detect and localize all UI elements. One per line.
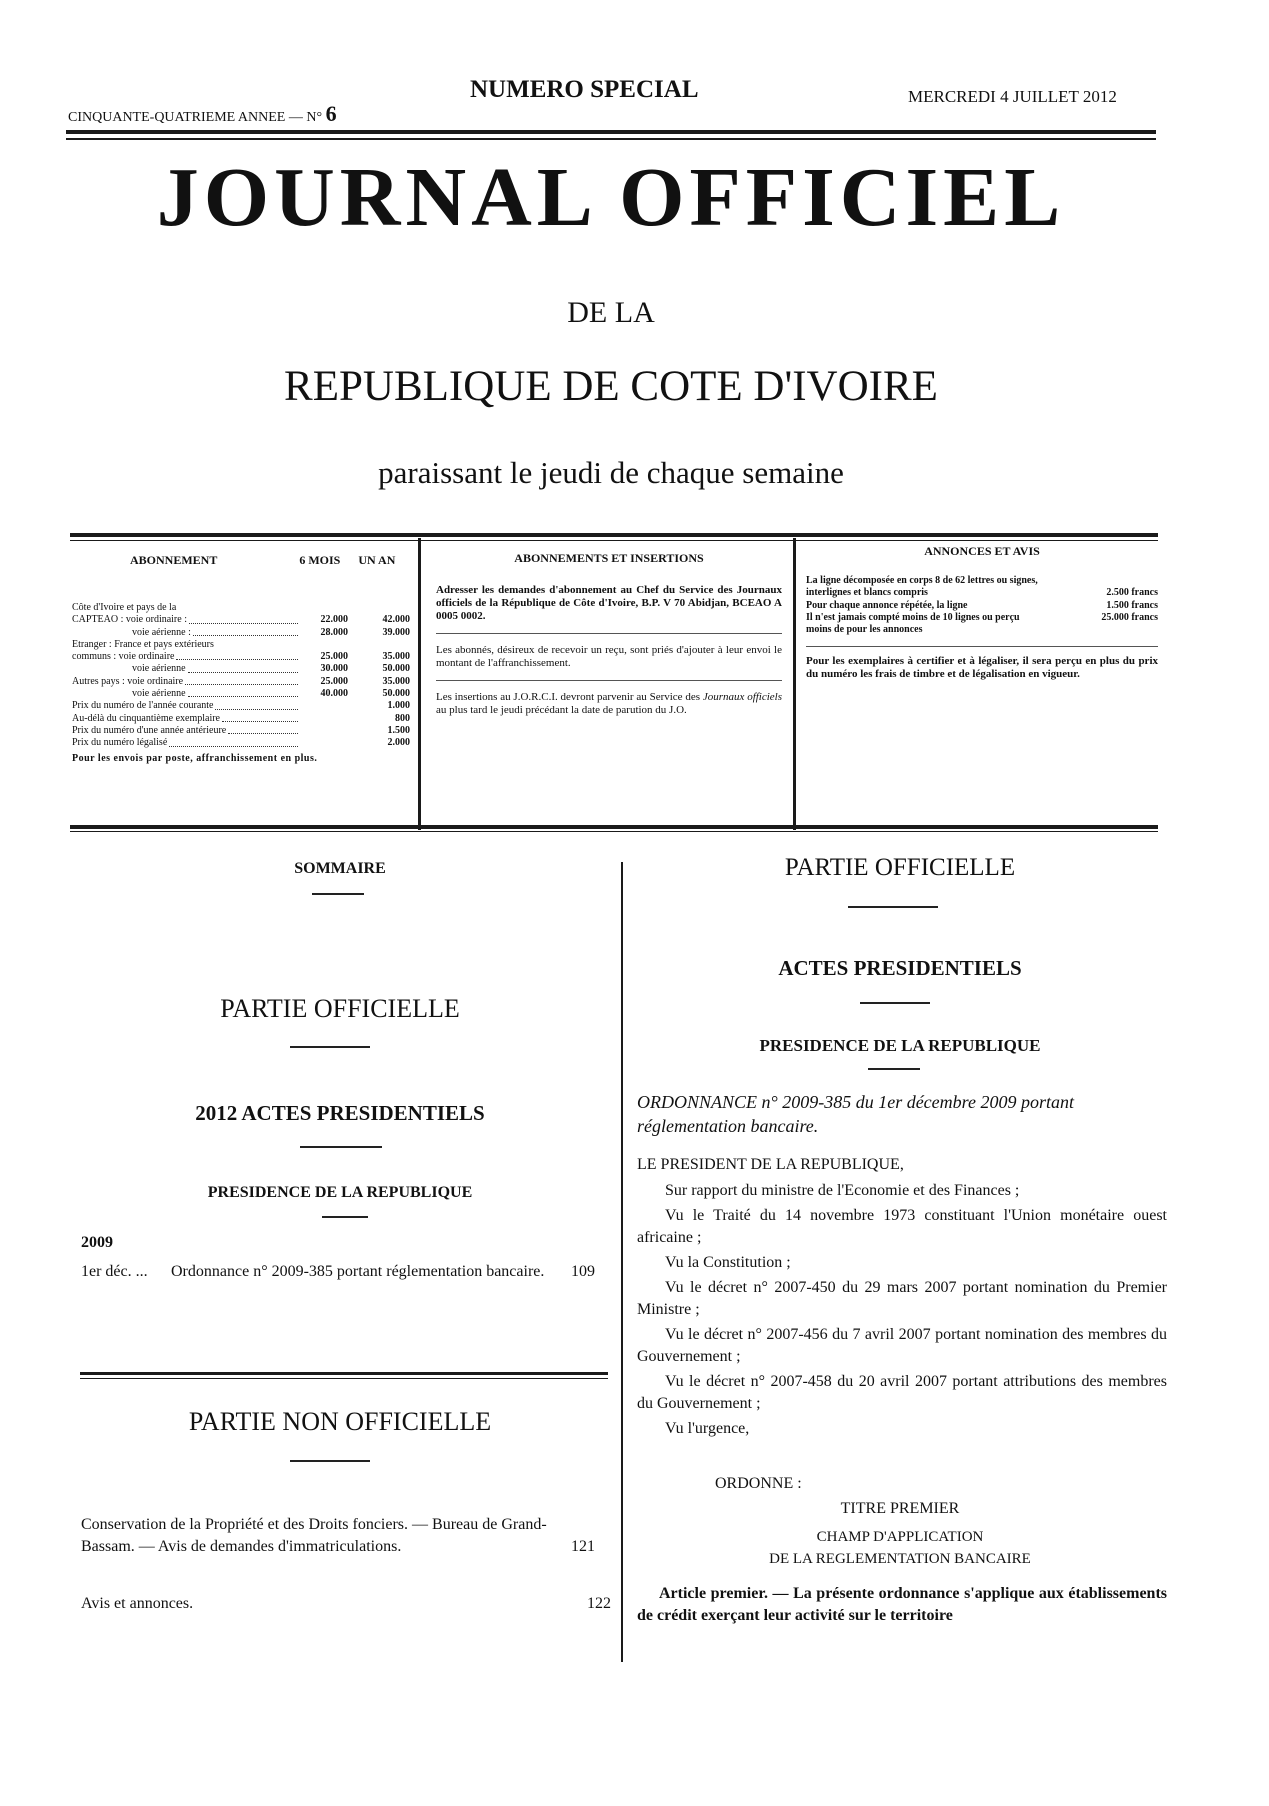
header-rule-thin bbox=[66, 138, 1156, 140]
table-rule-bottom bbox=[70, 825, 1158, 829]
insertions-sep-1 bbox=[436, 633, 782, 634]
sommaire-actes-rule bbox=[300, 1146, 382, 1148]
vu-line: Vu la Constitution ; bbox=[665, 1254, 791, 1271]
annonces-p2: Pour les exemplaires à certifier et à légaliser, il sera perçu en plus du prix du numéro les frais de timbre et de légalisation en vigueur. bbox=[806, 655, 1158, 681]
vu-line: Vu le Traité du 14 novembre 1973 constituant l'Union monétaire ouest africaine ; bbox=[637, 1207, 1167, 1246]
insertions-p1: Adresser les demandes d'abonnement au Chef du Service des Journaux officiels de la République de Côte d'Ivoire, B.P. V 70 Abidjan, BCEAO A 0005 0002. bbox=[436, 584, 782, 622]
reglementation-bancaire: DE LA REGLEMENTATION BANCAIRE bbox=[769, 1551, 1031, 1567]
non-officielle-entry-1: Conservation de la Propriété et des Droits fonciers. — Bureau de Grand-Bassam. — Avis de demandes d'immatriculations. 121 bbox=[81, 1516, 595, 1555]
right-actes-rule bbox=[860, 1002, 930, 1004]
right-presidence: PRESIDENCE DE LA REPUBLIQUE bbox=[759, 1036, 1041, 1055]
sommaire-year: 2009 bbox=[81, 1234, 113, 1251]
le-president: LE PRESIDENT DE LA REPUBLIQUE, bbox=[637, 1156, 904, 1173]
ordonnance-title: ORDONNANCE n° 2009-385 du 1er décembre 2009 portant réglementation bancaire. bbox=[637, 1092, 1074, 1136]
non-officielle-entry-2: Avis et annonces. 122 bbox=[81, 1595, 611, 1612]
right-partie-officielle: PARTIE OFFICIELLE bbox=[784, 854, 1016, 881]
sommaire-partie-officielle: PARTIE OFFICIELLE bbox=[220, 994, 460, 1023]
article-premier: Article premier. — La présente ordonnance s'applique aux établissements de crédit exerçant leur activité sur le territoire bbox=[637, 1585, 1168, 1624]
right-presidence-rule bbox=[868, 1068, 920, 1070]
abonnement-line: CAPTEAO : voie ordinaire : 22.000 42.000 bbox=[72, 614, 410, 626]
entry-page: 109 bbox=[571, 1263, 595, 1280]
vu-line: Vu le décret n° 2007-456 du 7 avril 2007 portant nomination des membres du Gouvernement ; bbox=[637, 1326, 1167, 1365]
abonnement-line: communs : voie ordinaire 25.000 35.000 bbox=[72, 651, 410, 663]
journal-title: JOURNAL OFFICIEL bbox=[156, 151, 1066, 244]
abonnement-line: voie aérienne 30.000 50.000 bbox=[132, 663, 410, 675]
year-issue: CINQUANTE-QUATRIEME ANNEE — N° bbox=[68, 110, 323, 125]
table-rule-top2 bbox=[70, 540, 1158, 541]
sommaire-rule bbox=[312, 893, 364, 895]
entry-text: Ordonnance n° 2009-385 portant réglementation bancaire. bbox=[171, 1263, 545, 1280]
abonnement-line: Prix du numéro légalisé 2.000 bbox=[72, 737, 410, 749]
de-la: DE LA bbox=[567, 296, 655, 329]
sommaire-presidence-rule bbox=[322, 1216, 368, 1218]
abonnement-line: Prix du numéro de l'année courante 1.000 bbox=[72, 700, 410, 712]
issue-number: 6 bbox=[325, 101, 337, 126]
abonnement-line: Côte d'Ivoire et pays de la bbox=[72, 602, 177, 613]
abonnement-line: Autres pays : voie ordinaire 25.000 35.000 bbox=[72, 675, 410, 687]
right-partie-rule bbox=[848, 906, 938, 908]
vus-block bbox=[637, 1180, 1167, 1443]
abonnement-footer: Pour les envois par poste, affranchissement en plus. bbox=[72, 752, 318, 764]
abonnement-line: Etranger : France et pays extérieurs bbox=[72, 638, 214, 650]
table-rule-top bbox=[70, 533, 1158, 537]
abonnement-line: Au-délà du cinquantième exemplaire 800 bbox=[72, 712, 410, 724]
insertions-heading: ABONNEMENTS ET INSERTIONS bbox=[514, 551, 704, 565]
issue-date: MERCREDI 4 JUILLET 2012 bbox=[908, 87, 1117, 106]
abonnement-line: voie aérienne 40.000 50.000 bbox=[132, 688, 410, 700]
main-column-divider bbox=[621, 862, 623, 1662]
table-rule-bottom2 bbox=[70, 831, 1158, 832]
sommaire-actes: 2012 ACTES PRESIDENTIELS bbox=[195, 1101, 485, 1125]
special-issue-label: NUMERO SPECIAL bbox=[470, 76, 699, 103]
titre-premier: TITRE PREMIER bbox=[840, 1500, 960, 1517]
abonnement-lines bbox=[72, 602, 410, 750]
one-year-header: UN AN bbox=[358, 553, 396, 567]
champ-application: CHAMP D'APPLICATION bbox=[816, 1529, 984, 1545]
vu-line: Vu le décret n° 2007-450 du 29 mars 2007 portant nomination du Premier Ministre ; bbox=[637, 1279, 1167, 1318]
sommaire-entry bbox=[81, 1261, 611, 1283]
sommaire-presidence: PRESIDENCE DE LA REPUBLIQUE bbox=[207, 1184, 473, 1201]
republic-name: REPUBLIQUE DE COTE D'IVOIRE bbox=[284, 363, 938, 410]
vu-line: Vu l'urgence, bbox=[665, 1420, 750, 1437]
issue-line bbox=[68, 101, 337, 127]
annonces-line-1: La ligne décomposée en corps 8 de 62 lettres ou signes, interlignes et blancs compris 2.500 francs bbox=[806, 575, 1158, 599]
abonnement-line: voie aérienne : 28.000 39.000 bbox=[132, 626, 410, 638]
abonnement-heading: ABONNEMENT bbox=[130, 553, 218, 567]
annonces-line-2: Pour chaque annonce répétée, la ligne 1.500 francs bbox=[806, 599, 1158, 611]
table-divider-1 bbox=[418, 538, 421, 830]
abonnement-line: Prix du numéro d'une année antérieure 1.500 bbox=[72, 724, 410, 736]
table-divider-2 bbox=[793, 538, 796, 830]
tagline: paraissant le jeudi de chaque semaine bbox=[378, 455, 844, 490]
non-officielle-rule-1 bbox=[80, 1372, 608, 1375]
abonnement-block bbox=[72, 553, 410, 765]
vu-line: Vu le décret n° 2007-458 du 20 avril 2007 portant attributions des membres du Gouvernement ; bbox=[637, 1373, 1167, 1412]
insertions-p3: Les insertions au J.O.R.C.I. devront parvenir au Service des Journaux officiels au plus tard le jeudi précédant la date de parution du J.O. bbox=[436, 691, 783, 716]
annonces-heading: ANNONCES ET AVIS bbox=[924, 544, 1040, 558]
entry-date: 1er déc. ... bbox=[81, 1263, 148, 1280]
annonces-block bbox=[806, 544, 1158, 681]
right-actes: ACTES PRESIDENTIELS bbox=[778, 956, 1022, 980]
vu-line: Sur rapport du ministre de l'Economie et des Finances ; bbox=[665, 1182, 1020, 1199]
insertions-block bbox=[436, 551, 782, 717]
sommaire-partie-non-officielle: PARTIE NON OFFICIELLE bbox=[188, 1407, 492, 1436]
header-rule-thick bbox=[66, 130, 1156, 134]
sommaire-po-rule bbox=[290, 1046, 370, 1048]
insertions-sep-2 bbox=[436, 680, 782, 681]
annonces-line-3: Il n'est jamais compté moins de 10 lignes ou perçu moins de pour les annonces 25.000 francs bbox=[806, 611, 1158, 636]
ordonne: ORDONNE : bbox=[715, 1475, 802, 1492]
sommaire-heading: SOMMAIRE bbox=[294, 860, 386, 877]
six-months-header: 6 MOIS bbox=[299, 553, 341, 567]
annonces-sep bbox=[806, 646, 1158, 647]
non-officielle-short-rule bbox=[290, 1460, 370, 1462]
non-officielle-rule-2 bbox=[80, 1378, 608, 1379]
insertions-p2: Les abonnés, désireux de recevoir un reçu, sont priés d'ajouter à leur envoi le montant de l'affranchissement. bbox=[436, 644, 782, 669]
